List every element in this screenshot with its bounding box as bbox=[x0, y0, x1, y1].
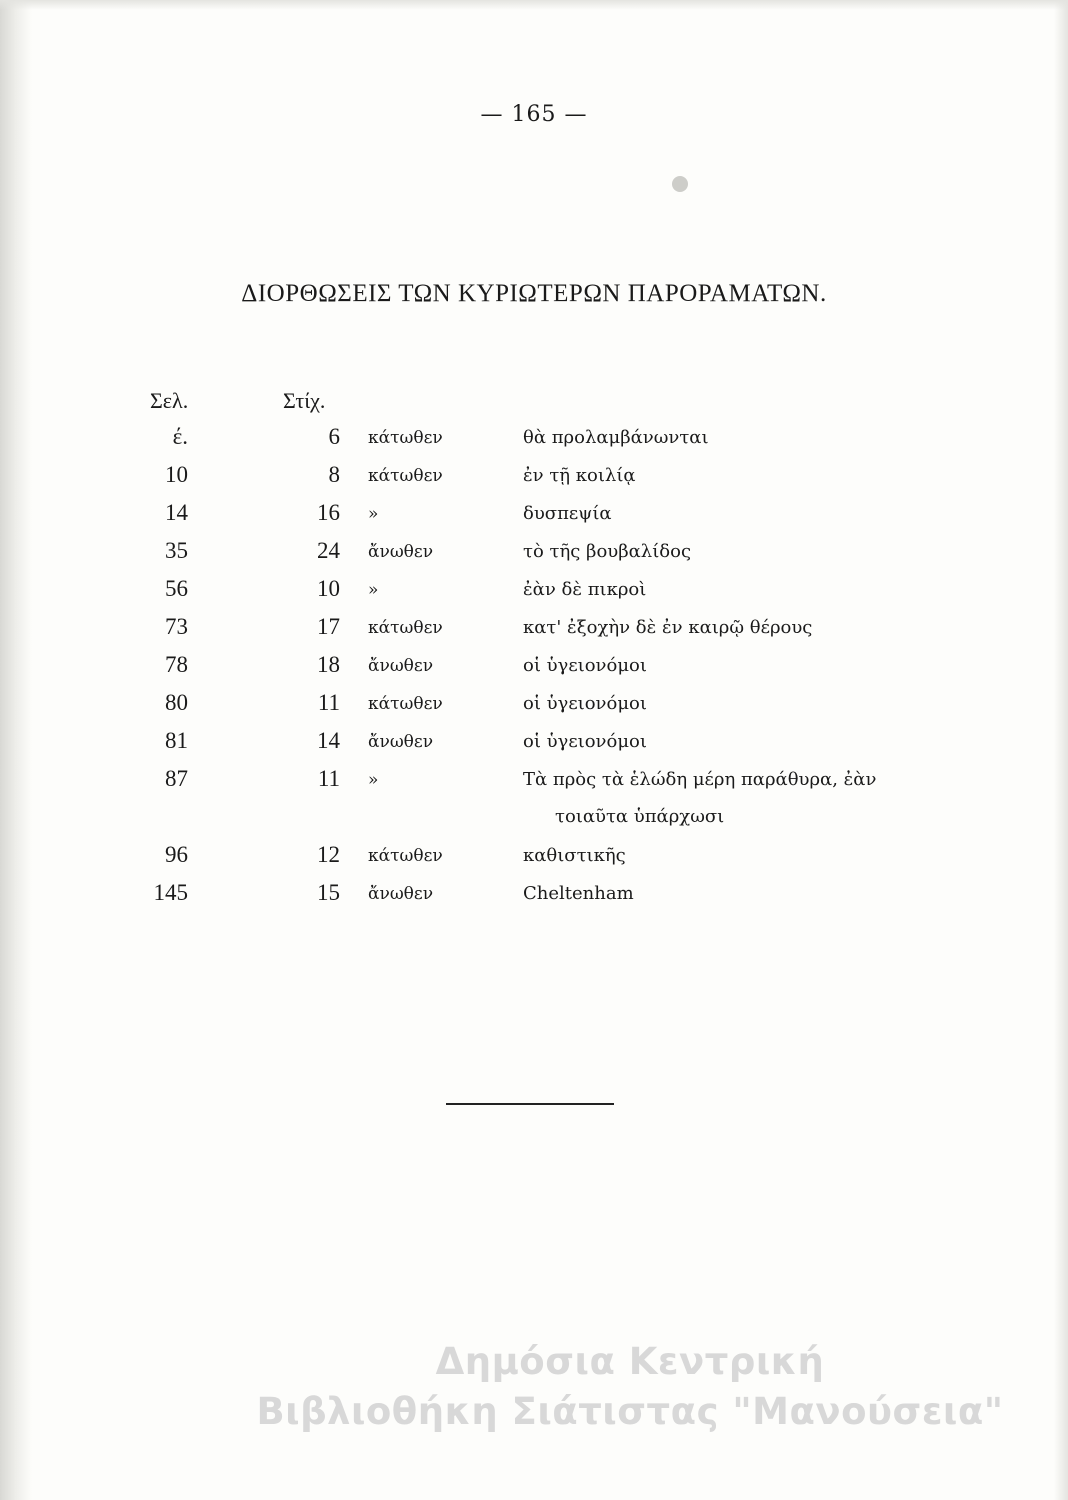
row-page: 14 bbox=[165, 500, 188, 525]
library-watermark-line2: Βιβλιοθήκη Σιάτιστας "Μανούσεια" bbox=[256, 1390, 1004, 1433]
row-line: 16 bbox=[317, 500, 340, 525]
table-row bbox=[0, 684, 1068, 722]
header-line: Στίχ. bbox=[283, 388, 326, 413]
closing-rule bbox=[446, 1103, 614, 1105]
row-direction: κάτωθεν bbox=[368, 846, 443, 866]
row-correction: θὰ προλαμβάνωνται bbox=[523, 427, 709, 448]
table-row bbox=[0, 874, 1068, 912]
row-direction: κάτωθεν bbox=[368, 618, 443, 638]
row-correction-continuation: τοιαῦτα ὑπάρχωσι bbox=[555, 806, 725, 827]
row-direction: ἄνωθεν bbox=[368, 656, 434, 676]
row-page: 10 bbox=[165, 462, 188, 487]
table-row bbox=[0, 532, 1068, 570]
row-direction: » bbox=[368, 770, 379, 790]
row-line: 10 bbox=[317, 576, 340, 601]
row-line: 14 bbox=[317, 728, 340, 753]
table-row bbox=[0, 646, 1068, 684]
row-line: 8 bbox=[328, 462, 340, 487]
row-page: έ. bbox=[172, 424, 188, 449]
row-page: 145 bbox=[153, 880, 188, 905]
row-direction: » bbox=[368, 580, 379, 600]
row-correction: δυσπεψία bbox=[523, 503, 612, 524]
row-correction: οἱ ὑγειονόμοι bbox=[523, 655, 647, 676]
row-line: 11 bbox=[317, 690, 340, 715]
library-watermark-line1: Δημόσια Κεντρική bbox=[435, 1340, 825, 1383]
row-direction: κάτωθεν bbox=[368, 428, 443, 448]
row-direction: ἄνωθεν bbox=[368, 884, 434, 904]
row-line: 12 bbox=[317, 842, 340, 867]
page-number: — 165 — bbox=[480, 102, 588, 127]
table-row bbox=[0, 570, 1068, 608]
row-correction-multiline bbox=[523, 769, 876, 827]
row-line: 18 bbox=[317, 652, 340, 677]
row-correction: ἐν τῇ κοιλίᾳ bbox=[523, 465, 636, 486]
row-correction: Τὰ πρὸς τὰ ἑλώδη μέρη παράθυρα, ἐὰν bbox=[523, 769, 877, 790]
row-correction: τὸ τῆς βουβαλίδος bbox=[523, 541, 692, 562]
table-row bbox=[0, 608, 1068, 646]
row-line: 6 bbox=[328, 424, 340, 449]
table-row bbox=[0, 760, 1068, 836]
row-direction: κάτωθεν bbox=[368, 466, 443, 486]
row-correction: ἐὰν δὲ πικροὶ bbox=[523, 579, 647, 600]
row-correction: οἱ ὑγειονόμοι bbox=[523, 731, 647, 752]
row-page: 56 bbox=[165, 576, 188, 601]
row-page: 73 bbox=[165, 614, 188, 639]
row-page: 96 bbox=[165, 842, 188, 867]
table-row bbox=[0, 456, 1068, 494]
top-edge-shadow bbox=[0, 0, 1068, 10]
row-direction: ἄνωθεν bbox=[368, 732, 434, 752]
row-page: 87 bbox=[165, 766, 188, 791]
errata-table bbox=[0, 418, 1068, 912]
row-page: 78 bbox=[165, 652, 188, 677]
row-correction: Cheltenham bbox=[523, 883, 634, 904]
row-line: 24 bbox=[317, 538, 340, 563]
table-row bbox=[0, 722, 1068, 760]
row-page: 80 bbox=[165, 690, 188, 715]
ink-blot bbox=[672, 176, 688, 192]
row-direction: ἄνωθεν bbox=[368, 542, 434, 562]
table-row bbox=[0, 418, 1068, 456]
row-page: 81 bbox=[165, 728, 188, 753]
row-line: 11 bbox=[317, 766, 340, 791]
row-direction: » bbox=[368, 504, 379, 524]
page-title: ΔΙΟΡΘΩΣΕΙΣ ΤΩΝ ΚΥΡΙΩΤΕΡΩΝ ΠΑΡΟΡΑΜΑΤΩΝ. bbox=[241, 280, 827, 307]
row-correction: κατ' ἐξοχὴν δὲ ἐν καιρῷ θέρους bbox=[523, 617, 813, 638]
table-row bbox=[0, 494, 1068, 532]
row-page: 35 bbox=[165, 538, 188, 563]
row-direction: κάτωθεν bbox=[368, 694, 443, 714]
header-page: Σελ. bbox=[150, 388, 189, 413]
table-row bbox=[0, 836, 1068, 874]
row-correction: οἱ ὑγειονόμοι bbox=[523, 693, 647, 714]
row-line: 17 bbox=[317, 614, 340, 639]
row-line: 15 bbox=[317, 880, 340, 905]
row-correction: καθιστικῆς bbox=[523, 845, 626, 866]
